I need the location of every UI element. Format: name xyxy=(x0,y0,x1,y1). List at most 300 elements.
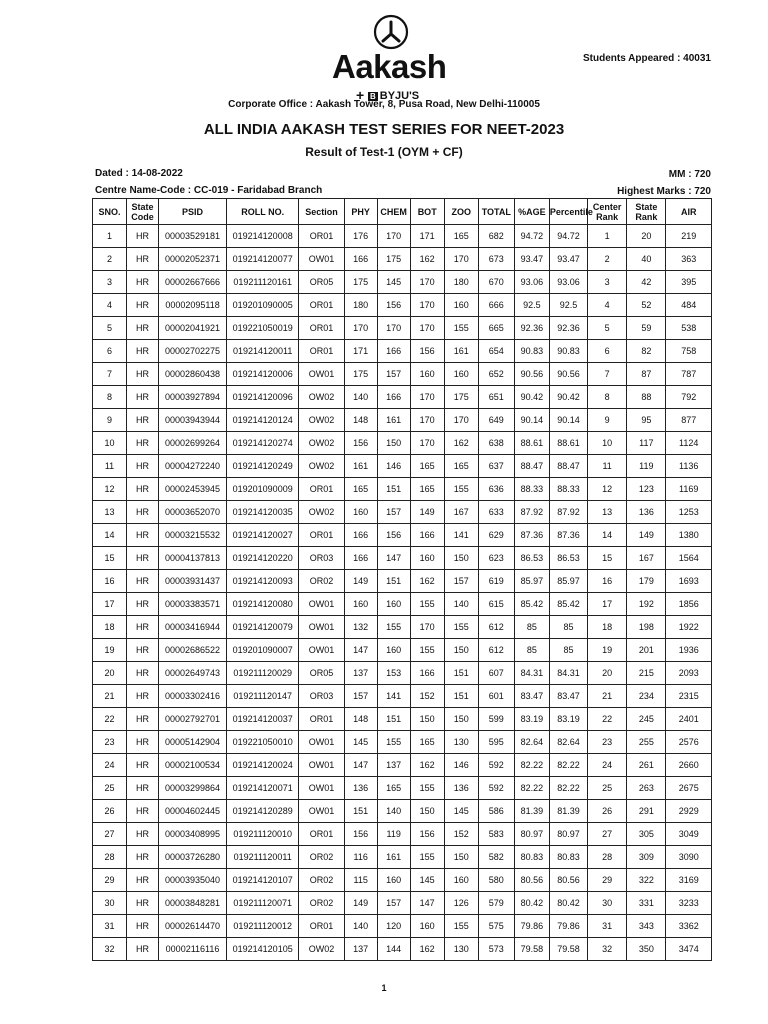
table-row xyxy=(93,639,712,662)
table-cell: OW02 xyxy=(299,432,344,455)
table-cell: 363 xyxy=(666,248,712,271)
centre-name: Centre Name-Code : CC-019 - Faridabad Branch xyxy=(95,185,323,196)
table-cell: 156 xyxy=(344,823,377,846)
table-cell: 615 xyxy=(478,593,514,616)
table-cell: 1936 xyxy=(666,639,712,662)
table-cell: HR xyxy=(127,708,159,731)
table-cell: 3169 xyxy=(666,869,712,892)
table-cell: 575 xyxy=(478,915,514,938)
table-row xyxy=(93,547,712,570)
table-cell: 215 xyxy=(627,662,666,685)
table-row xyxy=(93,823,712,846)
table-cell: 157 xyxy=(377,363,410,386)
table-cell: HR xyxy=(127,593,159,616)
table-cell: HR xyxy=(127,800,159,823)
table-cell: 170 xyxy=(377,225,410,248)
table-cell: HR xyxy=(127,248,159,271)
table-cell: 170 xyxy=(410,432,444,455)
table-cell: 155 xyxy=(377,731,410,754)
table-cell: 4 xyxy=(588,294,627,317)
table-cell: 175 xyxy=(344,363,377,386)
table-cell: 150 xyxy=(444,708,478,731)
max-marks: MM : 720 xyxy=(668,169,711,180)
table-cell: 2093 xyxy=(666,662,712,685)
table-cell: 59 xyxy=(627,317,666,340)
table-cell: OW01 xyxy=(299,593,344,616)
table-cell: 175 xyxy=(344,271,377,294)
table-cell: 157 xyxy=(377,892,410,915)
table-cell: 170 xyxy=(444,248,478,271)
table-cell: 651 xyxy=(478,386,514,409)
table-cell: 149 xyxy=(344,892,377,915)
table-cell: 150 xyxy=(444,639,478,662)
table-cell: 80.42 xyxy=(549,892,587,915)
table-cell: 00003931437 xyxy=(159,570,227,593)
table-cell: OR01 xyxy=(299,708,344,731)
table-cell: 170 xyxy=(410,271,444,294)
table-cell: HR xyxy=(127,386,159,409)
page-number: 1 xyxy=(381,983,387,993)
table-cell: 019211120071 xyxy=(227,892,299,915)
table-cell: 86.53 xyxy=(514,547,549,570)
table-cell: 149 xyxy=(344,570,377,593)
table-cell: OR01 xyxy=(299,524,344,547)
table-cell: 16 xyxy=(93,570,127,593)
table-cell: 157 xyxy=(377,501,410,524)
table-cell: 666 xyxy=(478,294,514,317)
table-cell: OR01 xyxy=(299,478,344,501)
table-cell: 155 xyxy=(410,593,444,616)
table-cell: 31 xyxy=(588,915,627,938)
table-cell: 00003652070 xyxy=(159,501,227,524)
table-cell: 147 xyxy=(344,754,377,777)
table-cell: 162 xyxy=(410,938,444,961)
table-cell: 93.47 xyxy=(549,248,587,271)
table-cell: OW01 xyxy=(299,731,344,754)
table-cell: 80.42 xyxy=(514,892,549,915)
table-row xyxy=(93,846,712,869)
table-cell: 166 xyxy=(344,524,377,547)
table-cell: 4 xyxy=(93,294,127,317)
table-cell: 170 xyxy=(410,386,444,409)
table-cell: 607 xyxy=(478,662,514,685)
table-cell: 234 xyxy=(627,685,666,708)
table-cell: 83.19 xyxy=(549,708,587,731)
table-cell: 156 xyxy=(344,432,377,455)
table-cell: 166 xyxy=(377,386,410,409)
table-cell: 160 xyxy=(377,593,410,616)
table-cell: 019214120077 xyxy=(227,248,299,271)
table-cell: 00002699264 xyxy=(159,432,227,455)
table-cell: 88.47 xyxy=(549,455,587,478)
table-cell: 10 xyxy=(588,432,627,455)
table-cell: 160 xyxy=(410,363,444,386)
table-cell: 00002860438 xyxy=(159,363,227,386)
table-cell: 8 xyxy=(588,386,627,409)
table-cell: 00003215532 xyxy=(159,524,227,547)
table-cell: 29 xyxy=(588,869,627,892)
table-cell: HR xyxy=(127,225,159,248)
table-cell: 1564 xyxy=(666,547,712,570)
table-cell: 201 xyxy=(627,639,666,662)
table-cell: OW01 xyxy=(299,248,344,271)
table-cell: 137 xyxy=(344,938,377,961)
table-cell: 12 xyxy=(588,478,627,501)
table-cell: 42 xyxy=(627,271,666,294)
table-cell: 156 xyxy=(377,524,410,547)
table-cell: 79.58 xyxy=(514,938,549,961)
table-cell: 83.19 xyxy=(514,708,549,731)
table-cell: 00003416944 xyxy=(159,616,227,639)
table-cell: 019214120006 xyxy=(227,363,299,386)
table-cell: 2660 xyxy=(666,754,712,777)
table-cell: 88.33 xyxy=(549,478,587,501)
table-cell: 7 xyxy=(588,363,627,386)
table-cell: 00003299864 xyxy=(159,777,227,800)
table-cell: OR05 xyxy=(299,271,344,294)
table-cell: OR02 xyxy=(299,892,344,915)
table-cell: 93.06 xyxy=(514,271,549,294)
table-cell: 116 xyxy=(344,846,377,869)
table-cell: 18 xyxy=(588,616,627,639)
table-cell: 15 xyxy=(588,547,627,570)
table-cell: 23 xyxy=(588,731,627,754)
table-cell: 166 xyxy=(410,662,444,685)
table-cell: OR01 xyxy=(299,340,344,363)
table-cell: 162 xyxy=(410,754,444,777)
table-cell: 151 xyxy=(344,800,377,823)
table-cell: 140 xyxy=(377,800,410,823)
table-cell: 343 xyxy=(627,915,666,938)
table-cell: 175 xyxy=(444,386,478,409)
table-cell: 161 xyxy=(377,409,410,432)
table-cell: HR xyxy=(127,869,159,892)
table-cell: 2315 xyxy=(666,685,712,708)
table-row xyxy=(93,570,712,593)
table-cell: 86.53 xyxy=(549,547,587,570)
table-cell: 32 xyxy=(93,938,127,961)
table-cell: 00002453945 xyxy=(159,478,227,501)
table-cell: OW01 xyxy=(299,639,344,662)
table-cell: 2 xyxy=(588,248,627,271)
byjus-mark: B xyxy=(370,91,376,101)
table-cell: 654 xyxy=(478,340,514,363)
table-cell: 145 xyxy=(344,731,377,754)
table-row xyxy=(93,685,712,708)
table-cell: 27 xyxy=(93,823,127,846)
table-cell: 1693 xyxy=(666,570,712,593)
table-row xyxy=(93,708,712,731)
table-cell: 155 xyxy=(410,777,444,800)
table-cell: 160 xyxy=(410,915,444,938)
table-cell: 3 xyxy=(93,271,127,294)
table-cell: 145 xyxy=(444,800,478,823)
table-cell: 160 xyxy=(377,869,410,892)
table-cell: 637 xyxy=(478,455,514,478)
table-cell: 1124 xyxy=(666,432,712,455)
table-cell: 85.42 xyxy=(549,593,587,616)
table-cell: 019211120010 xyxy=(227,823,299,846)
table-cell: 150 xyxy=(410,708,444,731)
table-cell: 24 xyxy=(588,754,627,777)
table-cell: 25 xyxy=(588,777,627,800)
table-cell: 019214120289 xyxy=(227,800,299,823)
table-cell: OW02 xyxy=(299,501,344,524)
table-cell: 2929 xyxy=(666,800,712,823)
table-cell: 115 xyxy=(344,869,377,892)
table-row xyxy=(93,869,712,892)
aakash-emblem-icon xyxy=(373,14,409,50)
table-cell: 170 xyxy=(410,409,444,432)
table-cell: 81.39 xyxy=(514,800,549,823)
column-header: ROLL NO. xyxy=(227,199,299,225)
table-cell: 3049 xyxy=(666,823,712,846)
table-cell: 877 xyxy=(666,409,712,432)
table-cell: 019214120107 xyxy=(227,869,299,892)
table-cell: HR xyxy=(127,731,159,754)
table-cell: 198 xyxy=(627,616,666,639)
table-cell: 331 xyxy=(627,892,666,915)
table-cell: 162 xyxy=(410,570,444,593)
table-row xyxy=(93,432,712,455)
table-cell: 21 xyxy=(588,685,627,708)
table-cell: 90.83 xyxy=(549,340,587,363)
table-cell: 263 xyxy=(627,777,666,800)
table-cell: 15 xyxy=(93,547,127,570)
column-header: CHEM xyxy=(377,199,410,225)
table-cell: 152 xyxy=(444,823,478,846)
table-cell: HR xyxy=(127,616,159,639)
table-cell: 82.22 xyxy=(514,754,549,777)
table-row xyxy=(93,294,712,317)
table-cell: 2401 xyxy=(666,708,712,731)
table-cell: 00003383571 xyxy=(159,593,227,616)
table-cell: 88.61 xyxy=(514,432,549,455)
table-row xyxy=(93,915,712,938)
table-cell: HR xyxy=(127,938,159,961)
table-cell: 291 xyxy=(627,800,666,823)
table-cell: 019211120147 xyxy=(227,685,299,708)
table-cell: 150 xyxy=(444,547,478,570)
table-cell: 1380 xyxy=(666,524,712,547)
table-cell: 26 xyxy=(93,800,127,823)
table-row xyxy=(93,363,712,386)
table-cell: 019221050019 xyxy=(227,317,299,340)
table-cell: 019214120027 xyxy=(227,524,299,547)
table-cell: 019211120012 xyxy=(227,915,299,938)
table-row xyxy=(93,754,712,777)
table-cell: 155 xyxy=(444,317,478,340)
table-cell: 90.14 xyxy=(549,409,587,432)
table-cell: 149 xyxy=(410,501,444,524)
table-cell: 157 xyxy=(444,570,478,593)
column-header: Center Rank xyxy=(588,199,627,225)
table-cell: 160 xyxy=(444,869,478,892)
table-cell: 350 xyxy=(627,938,666,961)
table-cell: 165 xyxy=(444,455,478,478)
table-cell: 40 xyxy=(627,248,666,271)
table-cell: 00002100534 xyxy=(159,754,227,777)
table-cell: 00005142904 xyxy=(159,731,227,754)
table-cell: 00003529181 xyxy=(159,225,227,248)
dated: Dated : 14-08-2022 xyxy=(95,168,183,179)
table-header-row xyxy=(93,199,712,225)
table-cell: OR01 xyxy=(299,225,344,248)
table-cell: 00002116116 xyxy=(159,938,227,961)
table-cell: 82.22 xyxy=(549,777,587,800)
table-cell: 00002702275 xyxy=(159,340,227,363)
table-cell: HR xyxy=(127,547,159,570)
table-cell: 155 xyxy=(377,616,410,639)
table-cell: 84.31 xyxy=(549,662,587,685)
table-cell: 619 xyxy=(478,570,514,593)
table-cell: 140 xyxy=(444,593,478,616)
table-cell: 019214120105 xyxy=(227,938,299,961)
table-cell: OR02 xyxy=(299,570,344,593)
table-cell: 84.31 xyxy=(514,662,549,685)
table-cell: 00003408995 xyxy=(159,823,227,846)
table-cell: HR xyxy=(127,754,159,777)
table-cell: 11 xyxy=(93,455,127,478)
table-cell: 166 xyxy=(410,524,444,547)
table-cell: 161 xyxy=(444,340,478,363)
table-cell: 11 xyxy=(588,455,627,478)
table-cell: OR01 xyxy=(299,823,344,846)
table-cell: 019214120037 xyxy=(227,708,299,731)
table-cell: 20 xyxy=(627,225,666,248)
table-cell: 123 xyxy=(627,478,666,501)
table-cell: 245 xyxy=(627,708,666,731)
table-cell: 9 xyxy=(588,409,627,432)
table-cell: 14 xyxy=(588,524,627,547)
table-cell: 151 xyxy=(377,478,410,501)
table-cell: 175 xyxy=(377,248,410,271)
table-cell: 90.83 xyxy=(514,340,549,363)
table-cell: 136 xyxy=(344,777,377,800)
table-cell: 88.33 xyxy=(514,478,549,501)
table-cell: 161 xyxy=(344,455,377,478)
table-cell: 130 xyxy=(444,938,478,961)
table-cell: 2 xyxy=(93,248,127,271)
table-cell: 019214120011 xyxy=(227,340,299,363)
table-cell: 147 xyxy=(344,639,377,662)
table-cell: 148 xyxy=(344,708,377,731)
table-cell: 255 xyxy=(627,731,666,754)
table-cell: HR xyxy=(127,892,159,915)
table-cell: 8 xyxy=(93,386,127,409)
table-cell: HR xyxy=(127,340,159,363)
table-cell: HR xyxy=(127,478,159,501)
table-row xyxy=(93,340,712,363)
table-cell: OR03 xyxy=(299,685,344,708)
table-cell: 00003848281 xyxy=(159,892,227,915)
table-cell: 88 xyxy=(627,386,666,409)
table-cell: 00003935040 xyxy=(159,869,227,892)
table-cell: OW01 xyxy=(299,800,344,823)
table-cell: 309 xyxy=(627,846,666,869)
column-header: Section xyxy=(299,199,344,225)
table-cell: 3362 xyxy=(666,915,712,938)
table-cell: 019214120220 xyxy=(227,547,299,570)
table-cell: 00002649743 xyxy=(159,662,227,685)
table-cell: 3233 xyxy=(666,892,712,915)
table-cell: 633 xyxy=(478,501,514,524)
table-cell: 92.5 xyxy=(549,294,587,317)
table-cell: 10 xyxy=(93,432,127,455)
table-cell: 019211120029 xyxy=(227,662,299,685)
table-cell: 30 xyxy=(93,892,127,915)
column-header: BOT xyxy=(410,199,444,225)
table-cell: 00003726280 xyxy=(159,846,227,869)
table-cell: 019201090007 xyxy=(227,639,299,662)
table-cell: 2675 xyxy=(666,777,712,800)
table-cell: HR xyxy=(127,685,159,708)
table-cell: 261 xyxy=(627,754,666,777)
table-cell: HR xyxy=(127,409,159,432)
table-cell: 22 xyxy=(588,708,627,731)
table-cell: 19 xyxy=(588,639,627,662)
table-cell: OW02 xyxy=(299,455,344,478)
table-cell: 80.56 xyxy=(549,869,587,892)
table-cell: 019214120093 xyxy=(227,570,299,593)
table-cell: 019214120079 xyxy=(227,616,299,639)
table-cell: 170 xyxy=(344,317,377,340)
table-cell: 167 xyxy=(444,501,478,524)
table-cell: 30 xyxy=(588,892,627,915)
table-cell: 12 xyxy=(93,478,127,501)
table-cell: 32 xyxy=(588,938,627,961)
table-cell: 623 xyxy=(478,547,514,570)
table-cell: 176 xyxy=(344,225,377,248)
table-cell: 019201090005 xyxy=(227,294,299,317)
table-cell: 137 xyxy=(344,662,377,685)
table-cell: OW02 xyxy=(299,938,344,961)
table-row xyxy=(93,386,712,409)
column-header: State Code xyxy=(127,199,159,225)
table-cell: 17 xyxy=(588,593,627,616)
table-cell: 140 xyxy=(344,386,377,409)
column-header: SNO. xyxy=(93,199,127,225)
table-cell: 18 xyxy=(93,616,127,639)
table-cell: 137 xyxy=(377,754,410,777)
table-cell: HR xyxy=(127,524,159,547)
table-cell: 13 xyxy=(93,501,127,524)
table-cell: 160 xyxy=(410,547,444,570)
table-cell: 649 xyxy=(478,409,514,432)
table-cell: 156 xyxy=(377,294,410,317)
table-row xyxy=(93,524,712,547)
table-cell: 87 xyxy=(627,363,666,386)
table-cell: 6 xyxy=(93,340,127,363)
table-cell: 019214120096 xyxy=(227,386,299,409)
table-cell: HR xyxy=(127,271,159,294)
table-cell: 5 xyxy=(588,317,627,340)
table-cell: 155 xyxy=(410,846,444,869)
table-cell: 85.42 xyxy=(514,593,549,616)
table-cell: HR xyxy=(127,363,159,386)
table-cell: 2576 xyxy=(666,731,712,754)
table-cell: 80.97 xyxy=(514,823,549,846)
table-cell: 00003302416 xyxy=(159,685,227,708)
table-cell: 93.47 xyxy=(514,248,549,271)
plus-sign: + xyxy=(356,87,365,103)
table-cell: 792 xyxy=(666,386,712,409)
table-cell: 395 xyxy=(666,271,712,294)
table-cell: 79.86 xyxy=(549,915,587,938)
column-header: PSID xyxy=(159,199,227,225)
table-cell: HR xyxy=(127,662,159,685)
table-cell: 92.36 xyxy=(514,317,549,340)
